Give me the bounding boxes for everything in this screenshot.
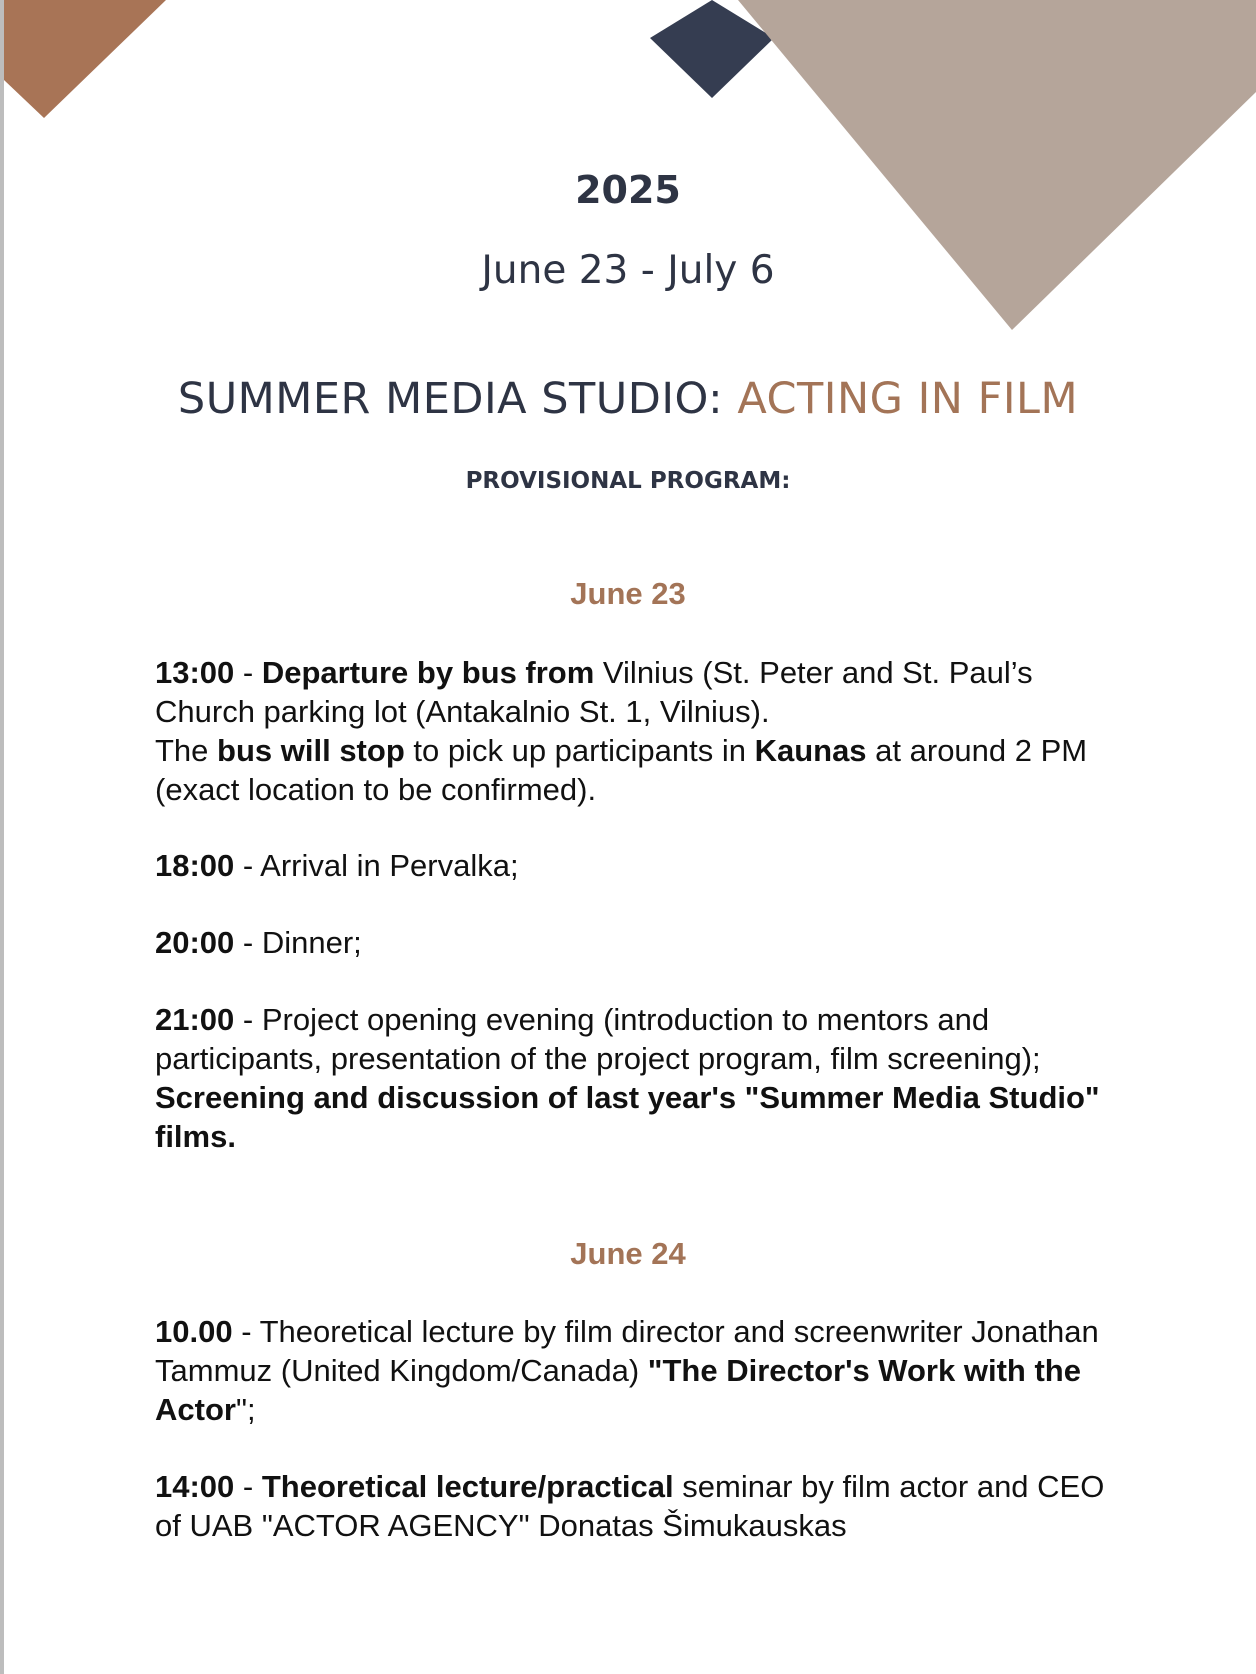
- entry-time: 21:00: [155, 1002, 235, 1037]
- copper-triangle: [4, 0, 166, 118]
- entry-text: Arrival in Pervalka;: [260, 848, 519, 883]
- entry-text: Theoretical lecture by film director and screenwriter Jonathan Tammuz (United Kingdom/Canada): [155, 1314, 1099, 1388]
- schedule-entry: 14:00 - Theoretical lecture/practical seminar by film actor and CEO of UAB "ACTOR AGENCY" Donatas Šimukauskas: [155, 1469, 1105, 1543]
- lecture-title: "The Director's Work with the Actor: [155, 1353, 1081, 1427]
- day-heading: June 23: [570, 576, 686, 611]
- schedule-entry: 18:00 - Arrival in Pervalka;: [155, 848, 519, 883]
- entry-time: 18:00: [155, 848, 235, 883]
- entry-time: 10.00: [155, 1314, 233, 1349]
- entry-time: 20:00: [155, 925, 235, 960]
- program-label: PROVISIONAL PROGRAM:: [465, 468, 791, 494]
- entry-highlight: Screening and discussion of last year's "Summer Media Studio" films.: [155, 1080, 1100, 1154]
- entry-text: seminar by film actor and CEO of UAB "ACTOR AGENCY" Donatas Šimukauskas: [155, 1469, 1105, 1543]
- entry-text: Project opening evening (introduction to mentors and participants, presentation of the project program, film screening);: [155, 1002, 1041, 1076]
- entry-time: 14:00: [155, 1469, 235, 1504]
- day-heading: June 24: [570, 1236, 686, 1271]
- schedule-entry: 20:00 - Dinner;: [155, 925, 362, 960]
- event-dates: June 23 - July 6: [481, 248, 775, 293]
- entry-time: 13:00: [155, 655, 235, 690]
- schedule-entry: 21:00 - Project opening evening (introduction to mentors and participants, presentation of the project program, film screening); Screening and discussion of last year's "Summer Media Studio" films.: [155, 1002, 1100, 1154]
- page-title: [0, 374, 1256, 424]
- schedule-entry: 13:00 - Departure by bus from Vilnius (St. Peter and St. Paul’s Church parking lot (Antakalnio St. 1, Vilnius). The bus will stop to pick up participants in Kaunas at around 2 PM (exact location to be confirmed).: [155, 655, 1088, 807]
- title-accent: ACTING IN FILM: [737, 374, 1079, 424]
- entry-text: Dinner;: [261, 925, 362, 960]
- schedule-entry: 10.00 - Theoretical lecture by film director and screenwriter Jonathan Tammuz (United Kingdom/Canada) "The Director's Work with the Actor";: [155, 1314, 1099, 1427]
- title-main: SUMMER MEDIA STUDIO:: [177, 374, 738, 424]
- entry-lead: Theoretical lecture/practical: [261, 1469, 674, 1504]
- event-year: 2025: [575, 168, 681, 212]
